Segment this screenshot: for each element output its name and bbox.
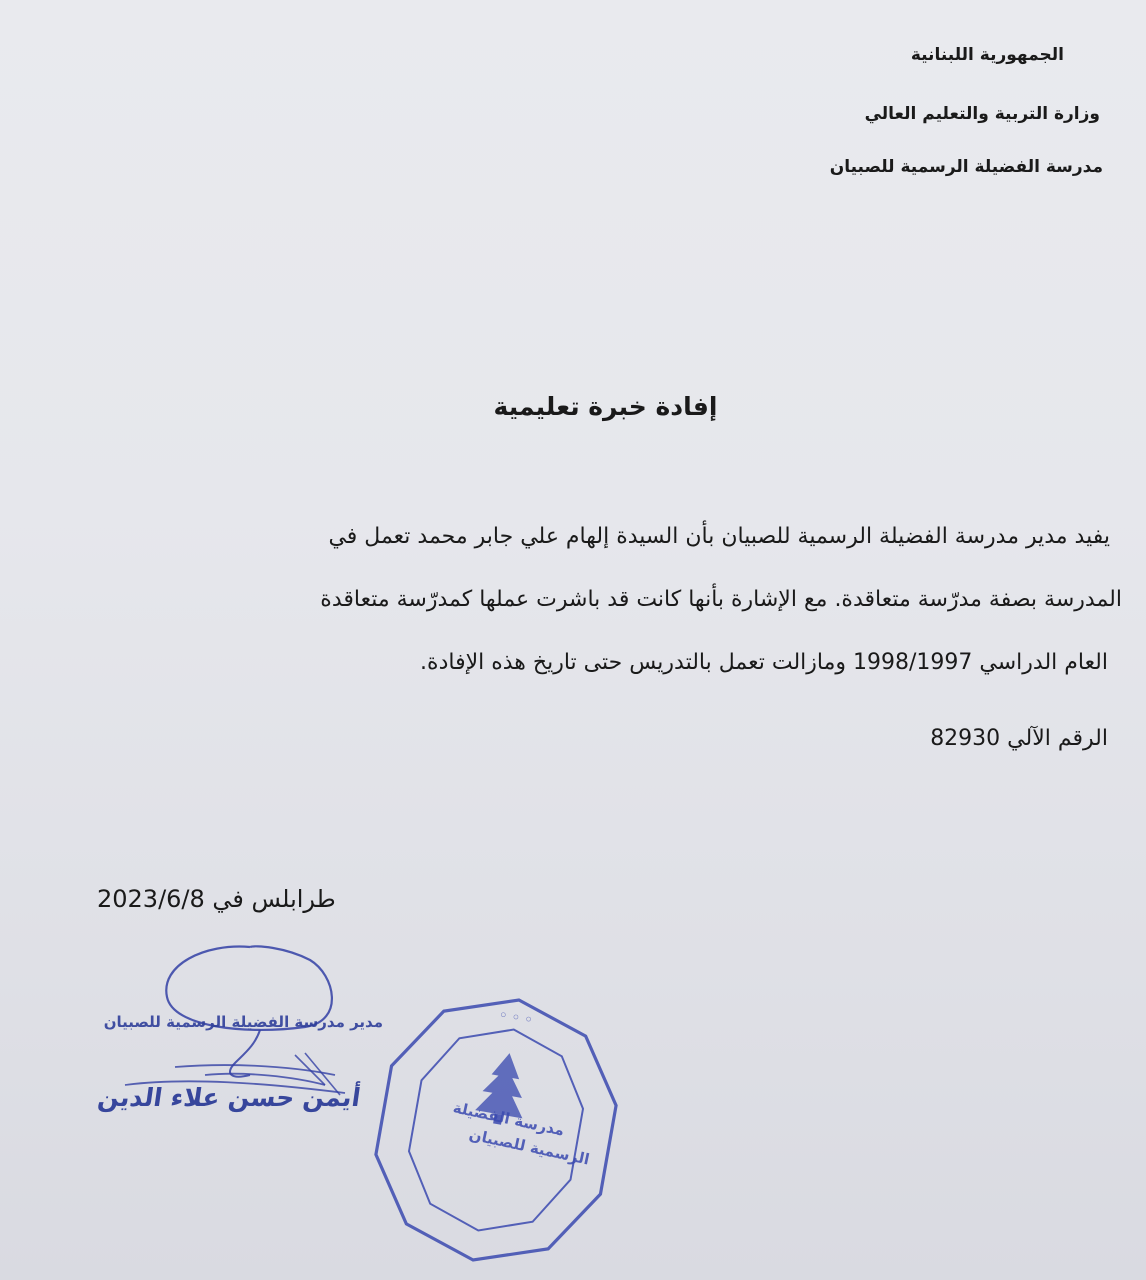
signature-title: مدير مدرسة الفضيلة الرسمية للصبيان <box>103 1013 383 1031</box>
stamp-school-line-2: الرسمية للصبيان <box>467 1125 592 1169</box>
signature-block <box>55 935 415 1145</box>
document-title: إفادة خبرة تعليمية <box>493 392 718 421</box>
header-republic: الجمهورية اللبنانية <box>910 45 1064 65</box>
body-line-3: العام الدراسي 1998/1997 ومازالت تعمل بالتدريس حتى تاريخ هذه الإفادة. <box>420 650 1108 675</box>
svg-text:◦ ◦ ◦: ◦ ◦ ◦ <box>497 1007 534 1029</box>
official-stamp <box>370 990 622 1270</box>
header-school: مدرسة الفضيلة الرسمية للصبيان <box>829 157 1103 177</box>
stamp-school-line-1: مدرسة الفضيلة <box>451 1098 566 1140</box>
reference-number: الرقم الآلي 82930 <box>930 726 1108 751</box>
date-line: طرابلس في 2023/6/8 <box>97 885 336 913</box>
body-line-2: المدرسة بصفة مدرّسة متعاقدة. مع الإشارة بأنها كانت قد باشرت عملها كمدرّسة متعاقدة <box>320 587 1122 612</box>
signature-name: أيمن حسن علاء الدين <box>95 1083 363 1112</box>
header-ministry: وزارة التربية والتعليم العالي <box>864 104 1100 124</box>
signature-scribble-icon <box>55 935 415 1145</box>
body-line-1: يفيد مدير مدرسة الفضيلة الرسمية للصبيان بأن السيدة إلهام علي جابر محمد تعمل في <box>328 524 1110 549</box>
